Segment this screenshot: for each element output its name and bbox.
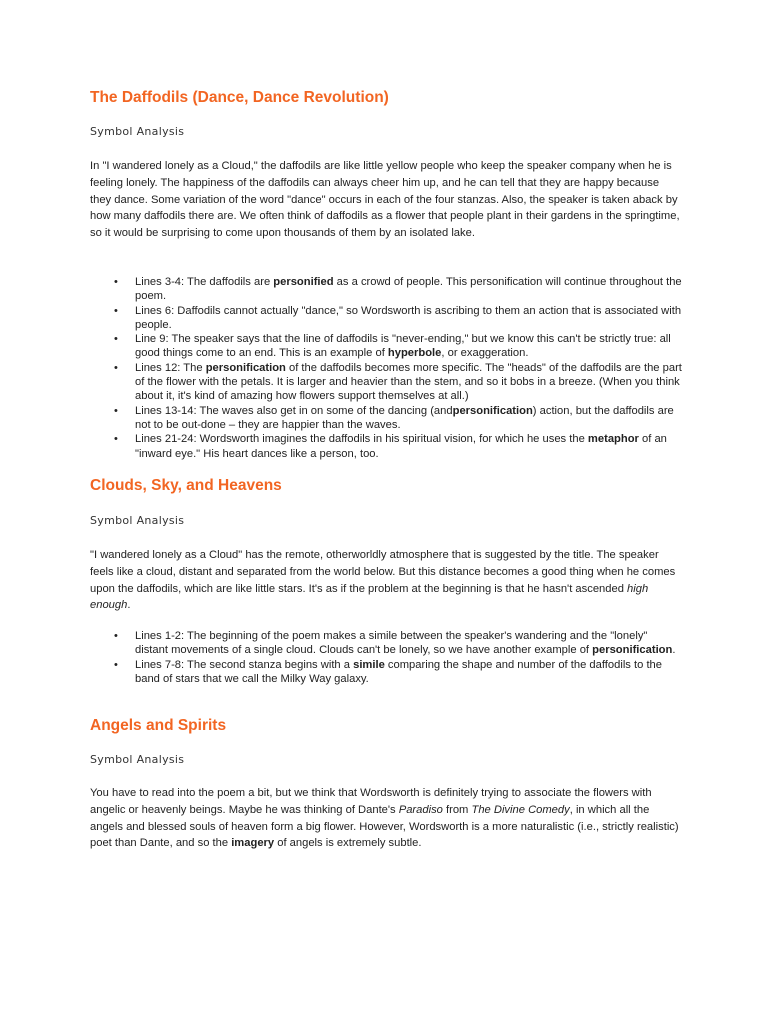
section-subtitle: Symbol Analysis — [90, 125, 185, 138]
list-item — [90, 304, 683, 333]
bold-term: personified — [273, 276, 334, 288]
bullet-text: Lines 6: Daffodils cannot actually "dance," so Wordsworth is ascribing to them an action that is associated with people. — [135, 304, 682, 331]
italic-text: The Divine Comedy — [471, 803, 570, 816]
paragraph-text: , in which all the angels and blessed souls of heaven form a big flower. However, Wordsworth is a more naturalistic (i.e., strictly realistic) poet than Dante, and so the — [90, 803, 679, 850]
list-item — [90, 404, 683, 433]
list-item — [90, 361, 683, 404]
bold-term: imagery — [231, 837, 275, 850]
bullet-text: Line 9: The speaker says that the line of daffodils is "never-ending," but we know this can't be strictly true: all good things come to an end. This is an example of — [135, 333, 671, 360]
bullet-text: ) action, but the daffodils are not to be out-done – they are happier than the waves. — [135, 404, 674, 431]
list-item — [90, 275, 683, 304]
paragraph-text: . — [127, 599, 131, 612]
bullet-text: , or exaggeration. — [441, 347, 529, 360]
bold-term: hyperbole — [387, 347, 442, 360]
list-item — [90, 332, 683, 361]
italic-text: high enough — [90, 582, 649, 612]
bullet-text: Lines 3-4: The daffodils are — [135, 276, 274, 288]
bullet-text: of an "inward eye." His heart dances like a person, too. — [135, 433, 667, 460]
bullet-text: as a crowd of people. This personification will continue throughout the poem. — [135, 276, 682, 303]
section-title-daffodils: The Daffodils (Dance, Dance Revolution) — [90, 89, 389, 106]
bullet-text: Lines 7-8: The second stanza begins with a — [135, 658, 354, 671]
section-paragraph: In "I wandered lonely as a Cloud," the daffodils are like little yellow people who keep the speaker company when he is feeling lonely. The happiness of the daffodils can always cheer him up, and he can tell that they are happy because they dance. Some variation of the word "dance" occurs in each of the four stanzas. Also, the speaker is taken aback by how many daffodils there are. We often think of daffodils as a flower that people plant in their gardens in the springtime, so it would be surprising to come upon thousands of them by an isolated lake. — [90, 160, 680, 240]
paragraph-text: of angels is extremely subtle. — [274, 837, 422, 850]
bullet-text: Lines 12: The — [135, 361, 206, 374]
bold-term: personification — [205, 361, 286, 374]
bold-term: metaphor — [587, 433, 639, 446]
bullet-text: Lines 13-14: The waves also get in on some of the dancing (and — [135, 404, 453, 417]
italic-text: Paradiso — [398, 803, 443, 816]
bold-term: personification — [592, 644, 673, 657]
paragraph-text: "I wandered lonely as a Cloud" has the remote, otherworldly atmosphere that is suggested by the title. The speaker feels like a cloud, distant and separated from the world below. But this distance becomes a good thing when he comes upon the daffodils, which are like little stars. It's as if the problem at the beginning is that he hasn't ascended — [90, 549, 676, 595]
bold-term: personification — [452, 404, 533, 417]
section-title-angels: Angels and Spirits — [90, 717, 227, 734]
bullet-text: of the daffodils becomes more specific. The "heads" of the daffodils are the part of the flower with the petals. It is larger and heavier than the stem, and so it bobs in a breeze. (When you think about it, it's kind of amazing how flowers support themselves at all.) — [135, 361, 682, 403]
section-title-clouds: Clouds, Sky, and Heavens — [90, 477, 282, 494]
bullet-list — [90, 275, 690, 461]
list-item — [90, 658, 683, 687]
paragraph-text: from — [442, 803, 472, 816]
section-subtitle: Symbol Analysis — [90, 753, 185, 766]
section-paragraph — [90, 785, 680, 852]
bold-term: simile — [353, 658, 385, 671]
bullet-text: . — [672, 644, 676, 657]
section-paragraph — [90, 547, 680, 614]
bullet-text: Lines 1-2: The beginning of the poem makes a simile between the speaker's wandering and the "lonely" distant movements of a single cloud. Clouds can't be lonely, so we have another example of — [135, 630, 648, 657]
bullet-text: Lines 21-24: Wordsworth imagines the daffodils in his spiritual vision, for which he uses the — [135, 433, 588, 446]
bullet-list — [90, 629, 690, 686]
paragraph-text: You have to read into the poem a bit, but we think that Wordsworth is definitely trying to associate the flowers with angelic or heavenly beings. Maybe he was thinking of Dante's — [90, 787, 652, 816]
bullet-text: comparing the shape and number of the daffodils to the band of stars that we call the Milky Way galaxy. — [135, 658, 662, 685]
list-item — [90, 432, 683, 461]
list-item — [90, 629, 683, 658]
section-subtitle: Symbol Analysis — [90, 514, 185, 527]
